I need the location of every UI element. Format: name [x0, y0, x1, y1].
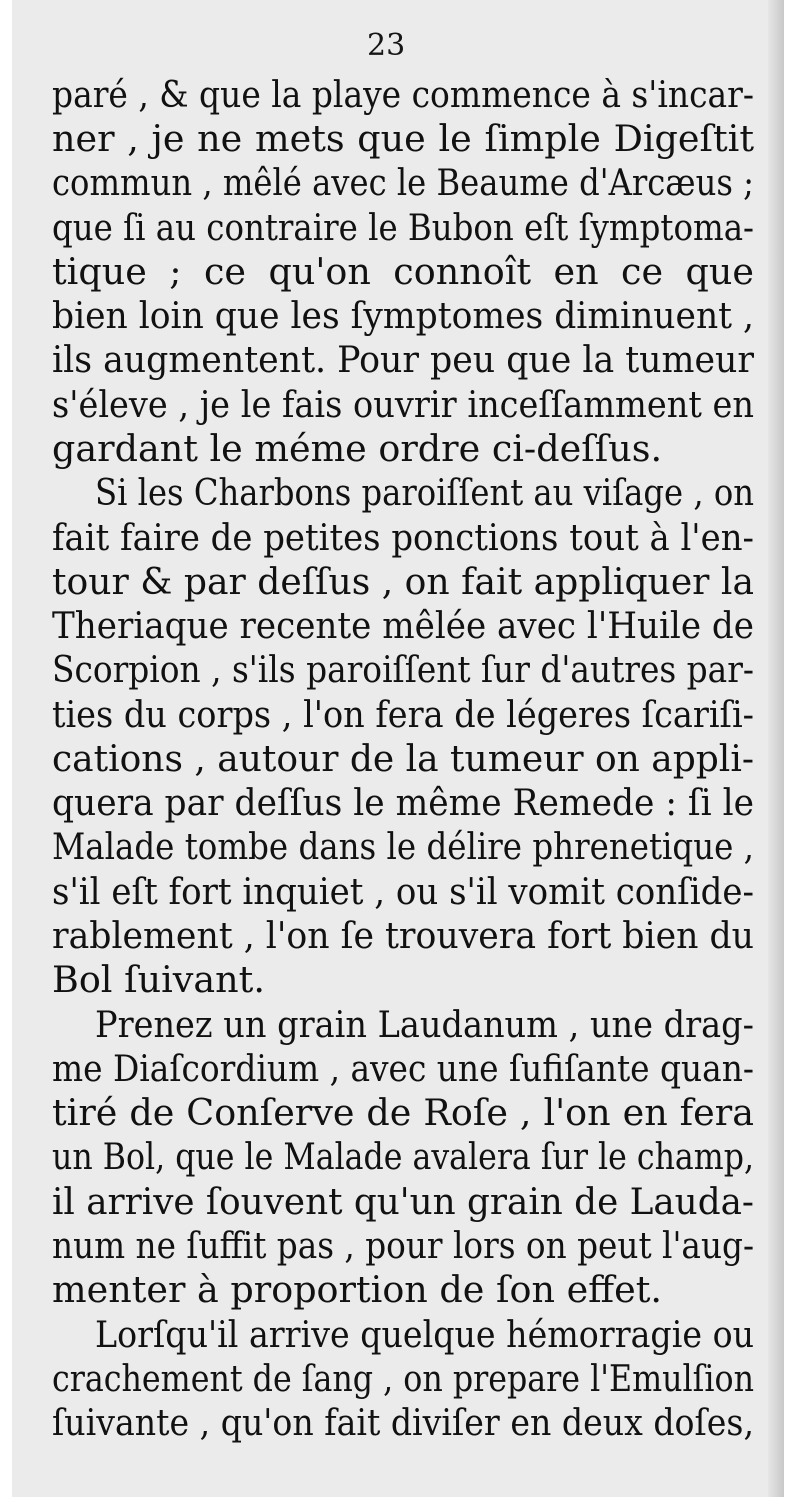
text-line: tiré de Conſerve de Roſe , l'on en fera [52, 1091, 754, 1134]
text-line: Malade tombe dans le délire phrenetique , [52, 825, 754, 868]
text-line: il arrive ſouvent qu'un grain de Lauda- [52, 1180, 754, 1223]
text-line: s'il eſt fort inquiet , ou s'il vomit conſide- [52, 870, 754, 913]
text-line: fait faire de petites ponctions tout à l'en- [52, 516, 754, 559]
page-edge-shadow [768, 0, 784, 1497]
text-line: num ne ſuffit pas , pour lors on peut l'aug- [52, 1224, 754, 1267]
paragraph-first-line: Prenez un grain Laudanum , une drag- [95, 1003, 754, 1046]
text-line: ner , je ne mets que le ſimple Digeſtit [52, 117, 754, 160]
text-line: Scorpion , s'ils paroiſſent ſur d'autres par- [52, 648, 754, 691]
book-page [12, 0, 784, 1497]
text-line: cations , autour de la tumeur on appli- [52, 737, 754, 780]
text-line: menter à proportion de ſon effet. [52, 1268, 662, 1311]
text-line: crachement de ſang , on prepare l'Emulſion [52, 1357, 754, 1400]
text-line: un Bol, que le Malade avalera ſur le champ, [52, 1135, 754, 1178]
page-number: 23 [367, 28, 406, 63]
text-line: rablement , l'on ſe trouvera fort bien du [52, 914, 754, 957]
text-line: s'éleve , je le fais ouvrir inceſſamment en [52, 383, 754, 426]
text-line: paré , & que la playe commence à s'incar- [52, 73, 754, 116]
paragraph-first-line: Si les Charbons paroiſſent au viſage , on [95, 471, 754, 514]
text-line: me Diaſcordium , avec une ſufiſante quan- [52, 1047, 754, 1090]
text-line: commun , mêlé avec le Beaume d'Arcæus ; [52, 161, 754, 204]
text-line: quera par deſſus le même Remede : ſi le [52, 781, 754, 824]
text-line: bien loin que les ſymptomes diminuent , [52, 294, 754, 337]
text-line: Theriaque recente mêlée avec l'Huile de [52, 604, 754, 647]
text-line: tique ; ce qu'on connoît en ce que [52, 250, 754, 293]
text-line: que ſi au contraire le Bubon eſt ſymptoma- [52, 206, 754, 249]
text-line: gardant le méme ordre ci-deſſus. [52, 427, 663, 470]
text-line: ties du corps , l'on fera de légeres ſcariſi- [52, 693, 754, 736]
text-line: Bol ſuivant. [52, 958, 265, 1001]
text-line: tour & par deſſus , on fait appliquer la [52, 560, 754, 603]
text-line: ſuivante , qu'on fait diviſer en deux doſes, [52, 1401, 754, 1444]
paragraph-first-line: Lorſqu'il arrive quelque hémorragie ou [95, 1313, 754, 1356]
text-line: ils augmentent. Pour peu que la tumeur [52, 338, 754, 381]
